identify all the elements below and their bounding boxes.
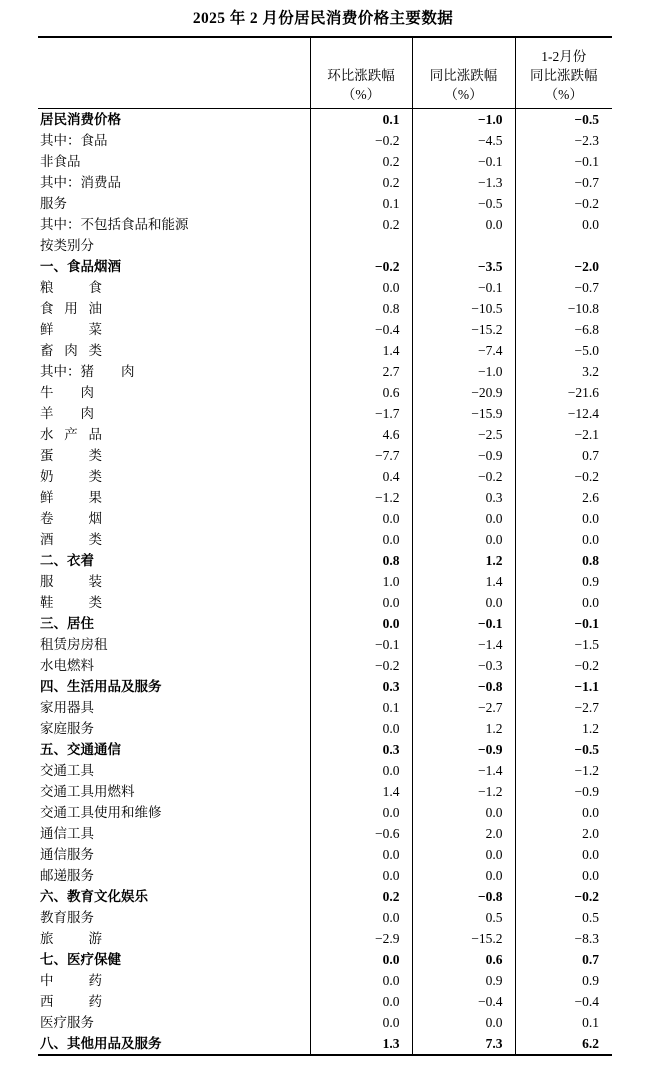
value-mom: 0.2 <box>310 172 412 193</box>
value-mom: 0.2 <box>310 886 412 907</box>
value-mom: 1.4 <box>310 340 412 361</box>
row-label: 非食品 <box>38 151 310 172</box>
value-mom: −0.4 <box>310 319 412 340</box>
value-janfeb-yoy: 0.0 <box>582 805 599 821</box>
value-mom: 0.4 <box>310 466 412 487</box>
value-mom: −2.9 <box>310 928 412 949</box>
value-yoy: 2.0 <box>412 823 515 844</box>
value-mom: 0.0 <box>310 949 412 970</box>
row-label: 教育服务 <box>38 907 310 928</box>
value-mom: −0.6 <box>310 823 412 844</box>
value-yoy: −0.3 <box>412 655 515 676</box>
value-janfeb-yoy: 1.2 <box>582 721 599 737</box>
table-row <box>38 529 612 550</box>
row-label: 六、教育文化娱乐 <box>38 886 310 907</box>
value-mom: 1.3 <box>310 1033 412 1055</box>
value-janfeb-yoy: 2.0 <box>582 826 599 842</box>
value-yoy: −2.7 <box>412 697 515 718</box>
value-mom: 0.3 <box>310 676 412 697</box>
value-janfeb-yoy: −2.3 <box>574 133 599 149</box>
value-janfeb-yoy: −0.2 <box>574 196 599 212</box>
value-yoy: −0.2 <box>412 466 515 487</box>
row-label-text: 畜肉类 <box>40 343 102 359</box>
value-janfeb-yoy: −0.5 <box>574 112 599 128</box>
value-yoy: −1.4 <box>412 760 515 781</box>
value-mom: 0.0 <box>310 970 412 991</box>
row-label: 四、生活用品及服务 <box>38 676 310 697</box>
value-janfeb-yoy: 0.0 <box>582 868 599 884</box>
table-row <box>38 319 612 340</box>
row-label-text: 食用油 <box>40 301 102 317</box>
table-header <box>38 37 612 109</box>
table-row <box>38 235 612 256</box>
table-row <box>38 676 612 697</box>
value-janfeb-yoy: 0.8 <box>582 553 599 569</box>
value-janfeb-yoy: −0.2 <box>574 889 599 905</box>
row-label: 其中：猪 肉 <box>38 361 310 382</box>
value-yoy: −15.2 <box>412 319 515 340</box>
value-mom: 0.0 <box>310 844 412 865</box>
row-label: 通信工具 <box>38 823 310 844</box>
value-yoy: 1.2 <box>412 550 515 571</box>
value-yoy: 0.9 <box>412 970 515 991</box>
row-label: 家庭服务 <box>38 718 310 739</box>
row-label <box>38 424 310 445</box>
value-mom: 2.7 <box>310 361 412 382</box>
row-label: 八、其他用品及服务 <box>38 1033 310 1055</box>
table-row <box>38 130 612 151</box>
header-mom-line2: （%） <box>341 87 381 103</box>
table-row <box>38 466 612 487</box>
value-yoy: 0.0 <box>412 592 515 613</box>
table-row <box>38 172 612 193</box>
value-yoy: −0.5 <box>412 193 515 214</box>
value-yoy: 0.3 <box>412 487 515 508</box>
value-yoy: −1.0 <box>412 109 515 131</box>
value-janfeb-yoy: −1.1 <box>574 679 599 695</box>
value-janfeb-yoy: 0.7 <box>582 448 599 464</box>
table-row <box>38 403 612 424</box>
table-row <box>38 298 612 319</box>
table-row <box>38 844 612 865</box>
value-yoy: −1.0 <box>412 361 515 382</box>
header-jan-feb-yoy-change <box>515 37 612 109</box>
row-label-text: 鲜果 <box>40 490 102 506</box>
row-label: 其中：食品 <box>38 130 310 151</box>
row-label: 其中：消费品 <box>38 172 310 193</box>
value-janfeb-yoy: −10.8 <box>567 301 599 317</box>
row-label <box>38 991 310 1012</box>
value-mom: 0.0 <box>310 907 412 928</box>
row-label: 邮递服务 <box>38 865 310 886</box>
value-mom: 0.0 <box>310 718 412 739</box>
value-janfeb-yoy: 0.5 <box>582 910 599 926</box>
value-yoy: −20.9 <box>412 382 515 403</box>
row-label: 三、居住 <box>38 613 310 634</box>
value-mom: 0.0 <box>310 760 412 781</box>
table-row <box>38 613 612 634</box>
row-label-text: 酒类 <box>40 532 102 548</box>
value-yoy: 0.0 <box>412 1012 515 1033</box>
value-yoy: −3.5 <box>412 256 515 277</box>
value-yoy: 0.0 <box>412 802 515 823</box>
row-label-text: 粮食 <box>40 280 102 296</box>
value-janfeb-yoy: −2.7 <box>574 700 599 716</box>
value-yoy: 0.5 <box>412 907 515 928</box>
value-mom: −0.2 <box>310 655 412 676</box>
value-yoy: 0.0 <box>412 214 515 235</box>
row-label: 七、医疗保健 <box>38 949 310 970</box>
row-label-text: 服装 <box>40 574 102 590</box>
row-label <box>38 319 310 340</box>
value-yoy <box>412 235 515 256</box>
value-janfeb-yoy: −0.2 <box>574 658 599 674</box>
value-mom: 0.8 <box>310 298 412 319</box>
table-row <box>38 508 612 529</box>
row-label: 交通工具使用和维修 <box>38 802 310 823</box>
value-janfeb-yoy: −8.3 <box>574 931 599 947</box>
row-label <box>38 508 310 529</box>
row-label-text: 奶类 <box>40 469 102 485</box>
value-janfeb-yoy: 0.7 <box>582 952 599 968</box>
row-label: 交通工具用燃料 <box>38 781 310 802</box>
value-janfeb-yoy: −0.7 <box>574 175 599 191</box>
value-yoy: −15.2 <box>412 928 515 949</box>
value-janfeb-yoy: −2.1 <box>574 427 599 443</box>
table-row <box>38 487 612 508</box>
value-mom: 1.4 <box>310 781 412 802</box>
value-janfeb-yoy: 3.2 <box>582 364 599 380</box>
value-yoy: −1.4 <box>412 634 515 655</box>
value-janfeb-yoy: −1.5 <box>574 637 599 653</box>
table-row <box>38 193 612 214</box>
value-mom: −0.2 <box>310 130 412 151</box>
value-yoy: −0.1 <box>412 151 515 172</box>
value-janfeb-yoy: −0.2 <box>574 469 599 485</box>
value-yoy: 0.0 <box>412 844 515 865</box>
table-row <box>38 1033 612 1055</box>
table-row <box>38 718 612 739</box>
value-yoy: −15.9 <box>412 403 515 424</box>
table-row <box>38 361 612 382</box>
row-label: 牛 肉 <box>38 382 310 403</box>
row-label: 五、交通通信 <box>38 739 310 760</box>
value-yoy: 0.0 <box>412 865 515 886</box>
value-mom: 0.8 <box>310 550 412 571</box>
row-label: 医疗服务 <box>38 1012 310 1033</box>
value-yoy: −0.8 <box>412 676 515 697</box>
row-label-text: 西药 <box>40 994 102 1010</box>
table-row <box>38 865 612 886</box>
value-janfeb-yoy: −5.0 <box>574 343 599 359</box>
value-yoy: 7.3 <box>412 1033 515 1055</box>
table-row <box>38 256 612 277</box>
value-yoy: 0.0 <box>412 508 515 529</box>
row-label <box>38 466 310 487</box>
value-janfeb-yoy: 0.9 <box>582 574 599 590</box>
value-janfeb-yoy: −0.9 <box>574 784 599 800</box>
row-label: 租赁房房租 <box>38 634 310 655</box>
value-mom: 0.6 <box>310 382 412 403</box>
row-label <box>38 970 310 991</box>
value-yoy: −7.4 <box>412 340 515 361</box>
value-janfeb-yoy: −21.6 <box>567 385 599 401</box>
header-yoy-line2: （%） <box>444 87 483 103</box>
row-label: 服务 <box>38 193 310 214</box>
value-janfeb-yoy: 6.2 <box>515 1033 612 1055</box>
header-yoy-change <box>412 37 515 109</box>
row-label <box>38 298 310 319</box>
value-mom: −1.7 <box>310 403 412 424</box>
value-mom: 0.0 <box>310 865 412 886</box>
value-yoy: −1.3 <box>412 172 515 193</box>
row-label <box>38 592 310 613</box>
row-label-text: 鞋类 <box>40 595 102 611</box>
value-yoy: −4.5 <box>412 130 515 151</box>
cpi-data-table <box>38 36 612 1056</box>
table-row <box>38 214 612 235</box>
row-label-text: 中药 <box>40 973 102 989</box>
row-label-text: 卷烟 <box>40 511 102 527</box>
header-mom-line1: 环比涨跌幅 <box>327 68 395 84</box>
value-mom: 0.0 <box>310 508 412 529</box>
table-row <box>38 907 612 928</box>
value-mom: −0.1 <box>310 634 412 655</box>
value-mom: 0.2 <box>310 151 412 172</box>
table-row <box>38 655 612 676</box>
value-janfeb-yoy: 2.6 <box>582 490 599 506</box>
row-label: 一、食品烟酒 <box>38 256 310 277</box>
table-row <box>38 424 612 445</box>
header-janfeb-line1: 1-2月份 <box>541 48 587 64</box>
value-yoy: −0.9 <box>412 445 515 466</box>
value-janfeb-yoy: −1.2 <box>574 763 599 779</box>
value-janfeb-yoy: −0.1 <box>574 616 599 632</box>
value-janfeb-yoy: 0.0 <box>582 532 599 548</box>
value-yoy: 0.6 <box>412 949 515 970</box>
table-row <box>38 445 612 466</box>
value-janfeb-yoy: 0.0 <box>582 595 599 611</box>
header-mom-change <box>310 37 412 109</box>
table-row <box>38 634 612 655</box>
value-yoy: −10.5 <box>412 298 515 319</box>
row-label: 交通工具 <box>38 760 310 781</box>
value-mom: 0.1 <box>310 193 412 214</box>
table-row <box>38 781 612 802</box>
row-label: 二、衣着 <box>38 550 310 571</box>
value-janfeb-yoy: −6.8 <box>574 322 599 338</box>
value-yoy: 0.0 <box>412 529 515 550</box>
row-label: 居民消费价格 <box>38 109 310 131</box>
value-mom <box>310 235 412 256</box>
value-yoy: −0.1 <box>412 277 515 298</box>
table-row <box>38 739 612 760</box>
header-yoy-line1: 同比涨跌幅 <box>429 68 498 84</box>
row-label <box>38 487 310 508</box>
header-label-column <box>38 37 310 109</box>
table-row <box>38 760 612 781</box>
table-row <box>38 949 612 970</box>
value-janfeb-yoy: −2.0 <box>574 259 599 275</box>
row-label: 按类别分 <box>38 235 310 256</box>
value-yoy: −0.9 <box>412 739 515 760</box>
value-mom: −0.2 <box>310 256 412 277</box>
table-row <box>38 802 612 823</box>
value-janfeb-yoy: −0.5 <box>574 742 599 758</box>
value-yoy: −0.8 <box>412 886 515 907</box>
value-mom: −1.2 <box>310 487 412 508</box>
table-row <box>38 277 612 298</box>
row-label <box>38 928 310 949</box>
table-row <box>38 382 612 403</box>
value-janfeb-yoy: 0.0 <box>582 511 599 527</box>
value-janfeb-yoy <box>515 235 612 256</box>
table-row <box>38 592 612 613</box>
value-yoy: −0.1 <box>412 613 515 634</box>
value-mom: 0.2 <box>310 214 412 235</box>
value-yoy: −0.4 <box>412 991 515 1012</box>
value-yoy: −1.2 <box>412 781 515 802</box>
row-label: 水电燃料 <box>38 655 310 676</box>
value-mom: 0.3 <box>310 739 412 760</box>
page-title: 2025 年 2 月份居民消费价格主要数据 <box>192 10 454 27</box>
table-row <box>38 340 612 361</box>
header-row <box>38 37 612 109</box>
value-mom: 0.0 <box>310 277 412 298</box>
table-row <box>38 886 612 907</box>
value-yoy: 1.2 <box>412 718 515 739</box>
table-row <box>38 550 612 571</box>
table-row <box>38 571 612 592</box>
row-label-text: 蛋类 <box>40 448 102 464</box>
row-label <box>38 529 310 550</box>
value-janfeb-yoy: −0.4 <box>574 994 599 1010</box>
value-mom: 0.0 <box>310 991 412 1012</box>
table-row <box>38 970 612 991</box>
table-row <box>38 823 612 844</box>
header-janfeb-line3: （%） <box>544 87 583 103</box>
row-label-text: 鲜菜 <box>40 322 102 338</box>
table-row <box>38 151 612 172</box>
value-janfeb-yoy: 0.0 <box>582 847 599 863</box>
row-label-text: 水产品 <box>40 427 102 443</box>
row-label: 羊 肉 <box>38 403 310 424</box>
value-mom: 0.1 <box>310 697 412 718</box>
value-janfeb-yoy: 0.9 <box>582 973 599 989</box>
table-row <box>38 109 612 131</box>
value-mom: 0.0 <box>310 613 412 634</box>
table-body <box>38 109 612 1056</box>
row-label <box>38 571 310 592</box>
value-mom: 1.0 <box>310 571 412 592</box>
row-label <box>38 340 310 361</box>
table-row <box>38 697 612 718</box>
value-mom: 4.6 <box>310 424 412 445</box>
table-row <box>38 991 612 1012</box>
value-mom: 0.0 <box>310 1012 412 1033</box>
value-janfeb-yoy: −0.7 <box>574 280 599 296</box>
header-janfeb-line2: 同比涨跌幅 <box>530 68 598 84</box>
value-janfeb-yoy: 0.1 <box>582 1015 599 1031</box>
value-janfeb-yoy: 0.0 <box>582 217 599 233</box>
value-mom: 0.0 <box>310 802 412 823</box>
row-label: 其中：不包括食品和能源 <box>38 214 310 235</box>
table-row <box>38 1012 612 1033</box>
value-mom: 0.1 <box>310 109 412 131</box>
row-label: 通信服务 <box>38 844 310 865</box>
cpi-table-container <box>38 36 612 1056</box>
value-janfeb-yoy: −12.4 <box>567 406 599 422</box>
value-mom: 0.0 <box>310 529 412 550</box>
value-mom: −7.7 <box>310 445 412 466</box>
value-yoy: 1.4 <box>412 571 515 592</box>
value-mom: 0.0 <box>310 592 412 613</box>
row-label <box>38 277 310 298</box>
row-label: 家用器具 <box>38 697 310 718</box>
value-janfeb-yoy: −0.1 <box>574 154 599 170</box>
value-yoy: −2.5 <box>412 424 515 445</box>
row-label-text: 旅游 <box>40 931 102 947</box>
table-row <box>38 928 612 949</box>
row-label <box>38 445 310 466</box>
